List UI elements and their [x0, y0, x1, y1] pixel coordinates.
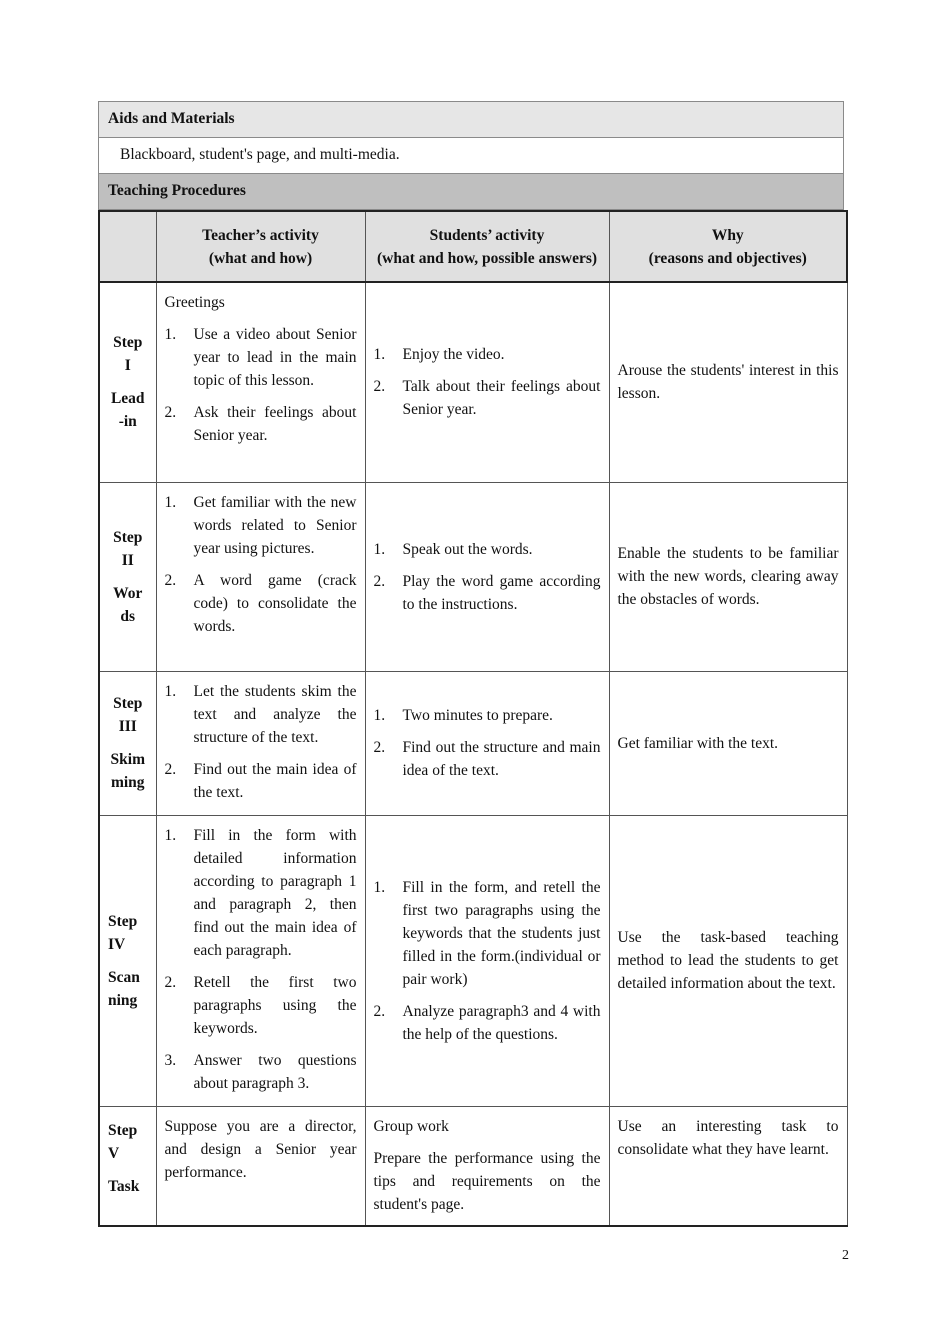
teacher-activity-list	[165, 680, 357, 804]
why-cell: Use the task-based teaching method to lead the students to get detailed information about the text.	[609, 815, 847, 1106]
list-item: 1. Speak out the words.	[373, 540, 533, 558]
list-item: 1. Fill in the form, and retell the first two paragraphs using the keywords that the students just filled in the form.(individual or pair work)	[373, 878, 601, 988]
teaching-procedures-header: Teaching Procedures	[98, 173, 844, 210]
teacher-activity-cell	[156, 815, 365, 1106]
step-label	[99, 815, 156, 1106]
step-label-line: Step	[113, 528, 143, 546]
teacher-activity-list	[165, 824, 357, 1095]
list-item: 2. Play the word game according to the instructions.	[373, 572, 601, 613]
step-label-line: ning	[108, 991, 138, 1009]
aids-materials-content: Blackboard, student's page, and multi-media.	[98, 137, 844, 174]
table-row-step-4	[99, 815, 847, 1106]
why-cell: Use an interesting task to consolidate what they have learnt.	[609, 1106, 847, 1226]
step-label-line: Lead	[110, 390, 145, 408]
list-item: 2. Find out the main idea of the text.	[164, 760, 357, 801]
students-activity-text: Prepare the performance using the tips and requirements on the student's page.	[373, 1149, 601, 1213]
step-label-line: III	[118, 718, 137, 735]
step-label-line: Scan	[108, 968, 140, 986]
why-cell: Arouse the students' interest in this lesson.	[609, 282, 847, 482]
step-column-header	[99, 211, 156, 282]
table-row-step-1	[99, 282, 847, 482]
teacher-activity-cell	[156, 482, 365, 671]
list-item: 1. Enjoy the video.	[373, 346, 505, 364]
teacher-intro: Greetings	[164, 294, 225, 311]
step-label	[99, 1106, 156, 1226]
step-label-line: Step	[108, 1121, 138, 1139]
step-label-line: Skim	[110, 751, 145, 768]
step-label-line: Step	[113, 695, 143, 712]
list-item: 2. A word game (crack code) to consolidate the words.	[164, 571, 357, 635]
teacher-activity-cell	[156, 282, 365, 482]
step-label-line: Step	[108, 912, 138, 930]
students-activity-header	[365, 211, 609, 282]
why-cell: Enable the students to be familiar with the new words, clearing away the obstacles of words.	[609, 482, 847, 671]
students-activity-list	[374, 704, 601, 782]
table-header-row	[99, 211, 847, 282]
why-cell: Get familiar with the text.	[609, 671, 847, 815]
step-label-line: -in	[118, 413, 137, 431]
students-activity-cell	[365, 1106, 609, 1226]
students-activity-title: Students’ activity	[429, 226, 545, 244]
teaching-procedures-table	[98, 210, 848, 1227]
why-title: Why	[711, 226, 744, 244]
list-item: 2. Retell the first two paragraphs using the keywords.	[164, 973, 357, 1037]
students-activity-cell	[365, 282, 609, 482]
step-label	[99, 282, 156, 482]
list-item: 3. Answer two questions about paragraph 3.	[164, 1051, 357, 1092]
step-label-line: IV	[108, 935, 126, 953]
list-item: 2. Ask their feelings about Senior year.	[164, 404, 357, 444]
list-item: 1. Use a video about Senior year to lead in the main topic of this lesson.	[164, 326, 357, 389]
list-item: 1. Fill in the form with detailed information according to paragraph 1 and paragraph 2, then find out the main idea of each paragraph.	[164, 826, 357, 959]
list-item: 1. Let the students skim the text and analyze the structure of the text.	[164, 682, 357, 746]
list-item: 2. Find out the structure and main idea of the text.	[373, 739, 601, 779]
teacher-activity-cell: Suppose you are a director, and design a Senior year performance.	[156, 1106, 365, 1226]
teacher-activity-title: Teacher’s activity	[202, 226, 319, 244]
students-activity-list	[374, 876, 601, 1046]
table-row-step-3	[99, 671, 847, 815]
teacher-activity-cell	[156, 671, 365, 815]
list-item: 2. Talk about their feelings about Senior year.	[373, 378, 601, 419]
step-label-line: ming	[110, 774, 145, 791]
students-activity-cell	[365, 671, 609, 815]
step-label-line: V	[108, 1144, 120, 1162]
step-label-line: ds	[120, 607, 136, 625]
step-label-line: Wor	[113, 584, 143, 602]
list-item: 1. Get familiar with the new words related to Senior year using pictures.	[164, 493, 357, 557]
step-label-line: I	[124, 357, 131, 375]
list-item: 1. Two minutes to prepare.	[373, 707, 553, 724]
students-activity-list	[374, 538, 601, 616]
step-label	[99, 482, 156, 671]
list-item: 2. Analyze paragraph3 and 4 with the help of the questions.	[373, 1002, 601, 1043]
step-label	[99, 671, 156, 815]
students-activity-cell	[365, 815, 609, 1106]
why-header	[609, 211, 847, 282]
students-activity-cell	[365, 482, 609, 671]
students-activity-list	[374, 343, 601, 421]
why-subtitle: (reasons and objectives)	[648, 249, 807, 267]
teacher-activity-subtitle: (what and how)	[208, 249, 313, 267]
step-label-line: Step	[113, 334, 143, 352]
step-label-line: II	[121, 551, 134, 569]
teacher-activity-list	[165, 491, 357, 638]
table-row-step-2	[99, 482, 847, 671]
students-activity-subtitle: (what and how, possible answers)	[376, 249, 598, 267]
students-activity-intro: Group work	[373, 1117, 449, 1135]
page-number: 2	[842, 1248, 849, 1263]
teacher-activity-list	[165, 323, 357, 447]
step-label-line: Task	[108, 1177, 140, 1195]
teacher-activity-header	[156, 211, 365, 282]
table-row-step-5	[99, 1106, 847, 1226]
aids-materials-header: Aids and Materials	[98, 101, 844, 138]
